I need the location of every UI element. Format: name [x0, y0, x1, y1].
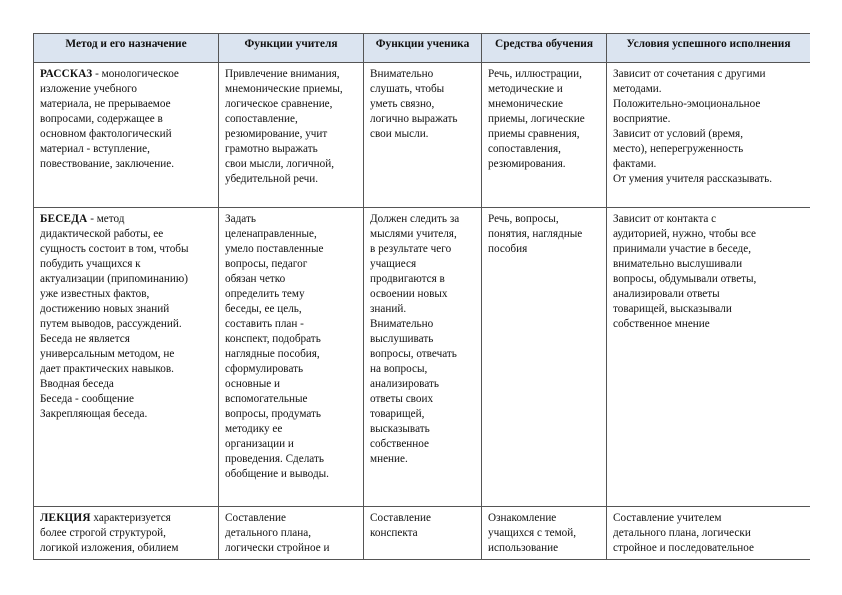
means-cell: [482, 507, 607, 560]
teaching-methods-table: [33, 33, 810, 560]
method-cell: [34, 507, 219, 560]
student-line: анализировать: [370, 378, 439, 390]
method-line: путем выводов, рассуждений.: [40, 318, 182, 330]
student-line: Составление: [370, 512, 431, 524]
header-success-conditions: Условия успешного исполнения: [607, 34, 811, 63]
method-line: основном фактологический: [40, 128, 172, 140]
teacher-cell: [219, 63, 364, 208]
conditions-cell: [607, 507, 811, 560]
method-line: побудить учащихся к: [40, 258, 141, 270]
method-line: Вводная беседа: [40, 378, 114, 390]
conditions-line: Зависит от условий (время,: [613, 128, 743, 140]
student-line: выслушивать: [370, 333, 434, 345]
method-line: Закрепляющая беседа.: [40, 408, 148, 420]
teacher-line: целенаправленные,: [225, 228, 317, 240]
student-line: знаний.: [370, 303, 407, 315]
means-line: резюмирования.: [488, 158, 566, 170]
header-teacher-functions: Функции учителя: [219, 34, 364, 63]
conditions-line: стройное и последовательное: [613, 542, 754, 554]
header-method: Метод и его назначение: [34, 34, 219, 63]
method-line: уже известных фактов,: [40, 288, 150, 300]
teacher-line: сопоставление,: [225, 113, 298, 125]
method-line: материал - вступление,: [40, 143, 150, 155]
conditions-line: принимали участие в беседе,: [613, 243, 752, 255]
means-line: использование: [488, 542, 559, 554]
student-cell: [364, 208, 482, 507]
method-intro: - монологическое: [92, 68, 179, 80]
method-line: актуализации (припоминанию): [40, 273, 188, 285]
conditions-line: вопросы, обдумывали ответы,: [613, 273, 757, 285]
student-line: высказывать: [370, 423, 430, 435]
conditions-line: методами.: [613, 83, 662, 95]
method-first-line: [40, 511, 213, 526]
student-line: логично выражать: [370, 113, 458, 125]
teacher-line: наглядные пособия,: [225, 348, 320, 360]
method-intro: - метод: [87, 213, 125, 225]
means-line: понятия, наглядные: [488, 228, 583, 240]
method-cell: [34, 208, 219, 507]
teacher-line: методику ее: [225, 423, 283, 435]
student-line: продвигаются в: [370, 273, 445, 285]
method-line: Беседа - сообщение: [40, 393, 134, 405]
conditions-cell: [607, 208, 811, 507]
student-line: учащиеся: [370, 258, 417, 270]
student-line: Внимательно: [370, 68, 434, 80]
means-line: методические и: [488, 83, 563, 95]
conditions-line: восприятие.: [613, 113, 671, 125]
means-line: Речь, иллюстрации,: [488, 68, 582, 80]
means-line: Речь, вопросы,: [488, 213, 559, 225]
method-line: материала, не прерываемое: [40, 98, 171, 110]
method-name: РАССКАЗ: [40, 68, 93, 80]
teacher-line: детального плана,: [225, 527, 311, 539]
teacher-line: логически стройное и: [225, 542, 330, 554]
conditions-line: Зависит от контакта с: [613, 213, 717, 225]
methods-table-page: [33, 33, 810, 561]
means-cell: [482, 63, 607, 208]
means-line: приемы, логические: [488, 113, 585, 125]
method-name: БЕСЕДА: [40, 213, 88, 225]
student-line: уметь связно,: [370, 98, 435, 110]
student-cell: [364, 507, 482, 560]
teacher-line: вспомогательные: [225, 393, 308, 405]
student-cell: [364, 63, 482, 208]
teacher-line: конспект, подобрать: [225, 333, 321, 345]
header-student-functions: Функции ученика: [364, 34, 482, 63]
conditions-cell: [607, 63, 811, 208]
student-line: конспекта: [370, 527, 418, 539]
teacher-line: сформулировать: [225, 363, 304, 375]
method-line: Беседа не является: [40, 333, 130, 345]
teacher-line: вопросы, педагог: [225, 258, 308, 270]
method-intro: характеризуется: [90, 512, 171, 524]
means-line: сопоставления,: [488, 143, 561, 155]
conditions-line: детального плана, логически: [613, 527, 751, 539]
teacher-line: проведения. Сделать: [225, 453, 324, 465]
table-row: [34, 63, 811, 208]
teacher-cell: [219, 208, 364, 507]
method-line: сущность состоит в том, чтобы: [40, 243, 189, 255]
means-cell: [482, 208, 607, 507]
method-line: достижению новых знаний: [40, 303, 170, 315]
conditions-line: собственное мнение: [613, 318, 710, 330]
method-first-line: [40, 67, 213, 82]
conditions-line: Зависит от сочетания с другими: [613, 68, 766, 80]
conditions-line: От умения учителя рассказывать.: [613, 173, 773, 185]
conditions-line: товарищей, высказывали: [613, 303, 732, 315]
teacher-line: составить план -: [225, 318, 304, 330]
table-header-row: [34, 34, 811, 63]
table-row: [34, 507, 811, 560]
method-line: логикой изложения, обилием: [40, 542, 179, 554]
means-line: Ознакомление: [488, 512, 557, 524]
method-line: дидактической работы, ее: [40, 228, 164, 240]
teacher-line: организации и: [225, 438, 294, 450]
method-line: дает практических навыков.: [40, 363, 174, 375]
means-line: мнемонические: [488, 98, 563, 110]
teacher-line: обязан четко: [225, 273, 286, 285]
teacher-line: логическое сравнение,: [225, 98, 333, 110]
conditions-line: анализировали ответы: [613, 288, 720, 300]
teacher-line: определить тему: [225, 288, 305, 300]
student-line: мнение.: [370, 453, 408, 465]
teacher-line: мнемонические приемы,: [225, 83, 343, 95]
student-line: мыслями учителя,: [370, 228, 457, 240]
teacher-line: Составление: [225, 512, 286, 524]
conditions-line: фактами.: [613, 158, 657, 170]
means-line: приемы сравнения,: [488, 128, 580, 140]
method-line: универсальным методом, не: [40, 348, 175, 360]
conditions-line: внимательно выслушивали: [613, 258, 743, 270]
teacher-line: умело поставленные: [225, 243, 324, 255]
method-line: изложение учебного: [40, 83, 137, 95]
method-line: вопросами, содержащее в: [40, 113, 163, 125]
teacher-line: свои мысли, логичной,: [225, 158, 335, 170]
teacher-line: убедительной речи.: [225, 173, 319, 185]
student-line: собственное: [370, 438, 429, 450]
teacher-cell: [219, 507, 364, 560]
table-row: [34, 208, 811, 507]
student-line: вопросы, отвечать: [370, 348, 457, 360]
means-line: учащихся с темой,: [488, 527, 577, 539]
header-learning-means: Средства обучения: [482, 34, 607, 63]
student-line: в результате чего: [370, 243, 452, 255]
student-line: ответы своих: [370, 393, 434, 405]
conditions-line: Составление учителем: [613, 512, 722, 524]
teacher-line: Привлечение внимания,: [225, 68, 340, 80]
teacher-line: основные и: [225, 378, 280, 390]
means-line: пособия: [488, 243, 528, 255]
method-cell: [34, 63, 219, 208]
teacher-line: резюмирование, учит: [225, 128, 328, 140]
method-first-line: [40, 212, 213, 227]
teacher-line: Задать: [225, 213, 256, 225]
student-line: Должен следить за: [370, 213, 460, 225]
conditions-line: место), неперегруженность: [613, 143, 744, 155]
teacher-line: обобщение и выводы.: [225, 468, 329, 480]
student-line: товарищей,: [370, 408, 425, 420]
student-line: освоении новых: [370, 288, 448, 300]
teacher-line: грамотно выражать: [225, 143, 318, 155]
method-name: ЛЕКЦИЯ: [40, 512, 91, 524]
method-line: более строгой структурой,: [40, 527, 166, 539]
student-line: слушать, чтобы: [370, 83, 445, 95]
conditions-line: аудиторией, нужно, чтобы все: [613, 228, 757, 240]
teacher-line: беседы, ее цель,: [225, 303, 302, 315]
teacher-line: вопросы, продумать: [225, 408, 321, 420]
student-line: на вопросы,: [370, 363, 428, 375]
conditions-line: Положительно-эмоциональное: [613, 98, 761, 110]
student-line: Внимательно: [370, 318, 434, 330]
method-line: повествование, заключение.: [40, 158, 174, 170]
student-line: свои мысли.: [370, 128, 429, 140]
